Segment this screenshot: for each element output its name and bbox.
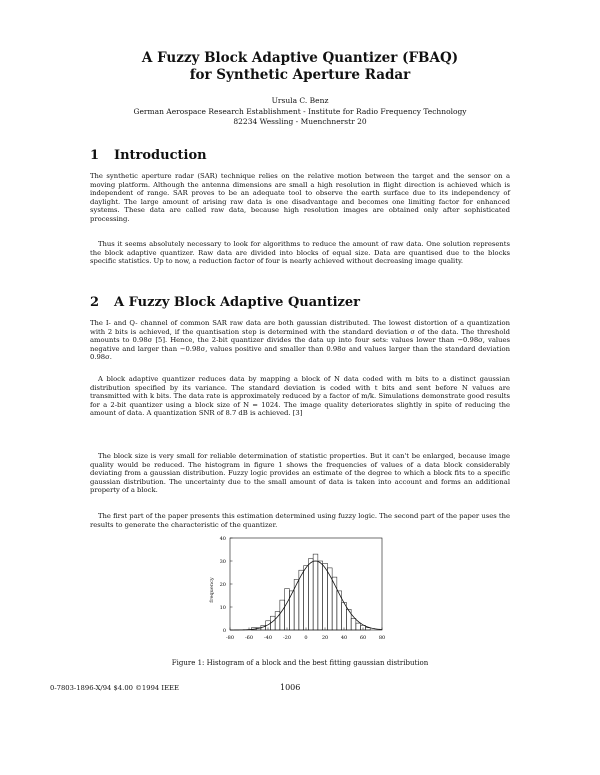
- x-tick-label: -80: [225, 635, 235, 641]
- title-line-1: A Fuzzy Block Adaptive Quantizer (FBAQ): [141, 50, 459, 66]
- paragraph: The synthetic aperture radar (SAR) technique relies on the relative motion between the target and the sensor on a moving platform. Although the antenna dimensions are small a high resolution in flight direction is achieved which is independent of range. SAR proves to be an adequate tool to observe the earth surface due to its independency of daylight. The large amount of arising raw data is one disadvantage and becomes one limiting factor for enhanced systems. These data are called raw data, because high resolution images are obtained only after sophisticated processing.: [90, 172, 510, 223]
- author-block: [60, 96, 540, 128]
- section-number: 2: [90, 295, 100, 310]
- figure-histogram: [190, 530, 395, 650]
- histogram-bar: [327, 568, 332, 630]
- footer-copyright: 0-7803-1896-X/94 $4.00 ©1994 IEEE: [50, 684, 179, 692]
- section-number: 1: [90, 148, 100, 163]
- x-tick-label: 20: [321, 635, 329, 641]
- y-tick-label: 10: [219, 605, 226, 611]
- paper-title: [60, 50, 540, 84]
- histogram-chart: [190, 530, 395, 650]
- paragraph: The first part of the paper presents this estimation determined using fuzzy logic. The second part of the paper uses the results to generate the characteristic of the quantizer.: [90, 512, 510, 529]
- paragraph: The I- and Q- channel of common SAR raw data are both gaussian distributed. The lowest distortion of a quantization with 2 bits is achieved, if the quantisation step is determined with the standard deviation σ of the data. The threshold amounts to 0.98σ [5]. Hence, the 2-bit quantizer divides the data up into four sets: values lower than −0.98σ, values negative and larger than −0.98σ, values positive and smaller than 0.98σ and values larger than the standard deviation 0.98σ.: [90, 319, 510, 362]
- y-tick-label: 30: [219, 559, 226, 565]
- section-heading-1: [90, 148, 207, 164]
- gaussian-fit-curve: [230, 561, 382, 630]
- histogram-bar: [285, 589, 290, 630]
- x-tick-label: -20: [282, 635, 292, 641]
- section-heading-2: [90, 295, 360, 311]
- section-title: Introduction: [114, 148, 207, 163]
- paragraph: The block size is very small for reliable determination of statistic properties. But it can't be enlarged, because image quality would be reduced. The histogram in figure 1 shows the frequencies of values of a data block considerably deviating from a gaussian distribution. Fuzzy logic provides an estimate of the degree to which a block fits to a specific gaussian distribution. The uncertainty due to the small amount of data is taken into account and forms an additional property of a block.: [90, 452, 510, 495]
- x-tick-label: 40: [340, 635, 348, 641]
- histogram-bar: [318, 561, 323, 630]
- histogram-bar: [308, 559, 313, 630]
- author-name: Ursula C. Benz: [271, 96, 329, 105]
- histogram-bar: [351, 619, 356, 631]
- histogram-bar: [356, 623, 361, 630]
- histogram-bar: [280, 600, 285, 630]
- histogram-bar: [323, 563, 328, 630]
- y-axis-label: frequency: [209, 577, 215, 603]
- y-tick-label: 0: [222, 628, 226, 634]
- author-address: 82234 Wessling - Muenchnerstr 20: [233, 117, 367, 126]
- title-line-2: for Synthetic Aperture Radar: [189, 67, 411, 83]
- plot-frame: [230, 538, 382, 630]
- figure-caption: Figure 1: Histogram of a block and the best fitting gaussian distribution: [171, 659, 429, 667]
- section-title: A Fuzzy Block Adaptive Quantizer: [114, 295, 361, 310]
- x-tick-label: -40: [263, 635, 273, 641]
- y-tick-label: 20: [219, 582, 226, 588]
- histogram-bar: [304, 566, 309, 630]
- paragraph: Thus it seems absolutely necessary to look for algorithms to reduce the amount of raw data. One solution represents the block adaptive quantizer. Raw data are divided into blocks of equal size. Data are quantised due to the blocks specific statistics. Up to now, a reduction factor of four is nearly achieved without decreasing image quality.: [90, 240, 510, 266]
- author-affiliation: German Aerospace Research Establishment - Institute for Radio Frequency Technology: [133, 106, 467, 116]
- x-tick-label: 0: [304, 635, 308, 641]
- x-tick-label: 60: [359, 635, 367, 641]
- histogram-bar: [313, 554, 318, 630]
- footer-page-number: 1006: [280, 683, 301, 692]
- x-tick-label: -60: [244, 635, 254, 641]
- y-tick-label: 40: [219, 536, 226, 542]
- histogram-bar: [365, 628, 370, 630]
- x-tick-label: 80: [378, 635, 386, 641]
- paragraph: A block adaptive quantizer reduces data by mapping a block of N data coded with m bits to a distinct gaussian distribution specified by its variance. The standard deviation is coded with t bits and sent before N values are transmitted with k bits. The data rate is approximately reduced by a factor of m/k. Simulations demonstrate good results for a 2-bit quantizer using a block size of N = 1024. The image quality deteriorates slightly in spite of reducing the amount of data. A quantization SNR of 8.7 dB is achieved. [3]: [90, 375, 510, 418]
- histogram-bar: [342, 602, 347, 630]
